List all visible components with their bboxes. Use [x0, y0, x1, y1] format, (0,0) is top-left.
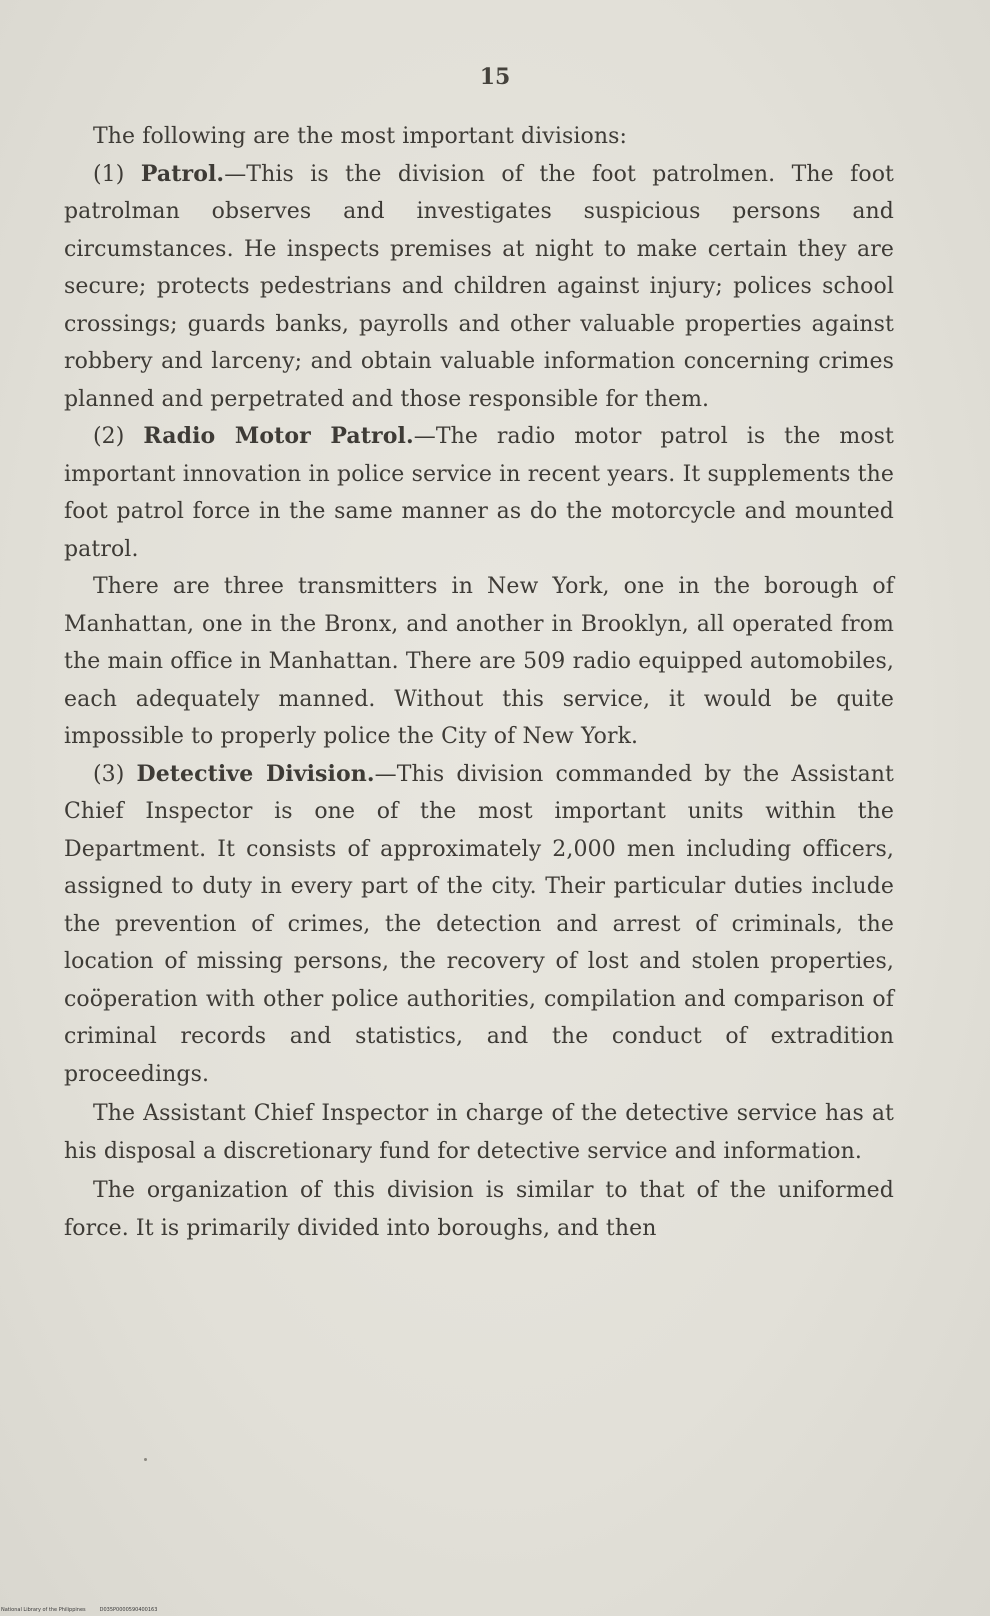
section-number: (2)	[93, 424, 144, 449]
body-text	[64, 118, 894, 1247]
section-number: (1)	[93, 161, 141, 187]
section-text: —This division commanded by the Assistant Chief Inspector is one of the most important units within the Department. It consists of approximately 2,000 men including officers, assigned to duty in every part of the city. Their particular duties include the prevention of crimes, the detection and arrest of criminals, the location of missing persons, the recovery of lost and stolen properties, coöperation with other police authorities, compilation and comparison of criminal records and statistics, and the conduct of extradition proceedings.	[64, 761, 894, 1087]
paragraph-discretionary-fund: The Assistant Chief Inspector in charge of the detective service has at his disposal a discretionary fund for detective service and information.	[64, 1101, 894, 1164]
section-text: —This is the division of the foot patrolmen. The foot patrolman observes and investigates suspicious persons and circumstances. He inspects premises at night to make certain they are secure; protects pedestrians and children against injury; polices school crossings; guards banks, payrolls and other valuable properties against robbery and larceny; and obtain valuable information concerning crimes planned and perpetrated and those responsible for them.	[64, 161, 894, 412]
section-radio-motor-patrol	[64, 418, 894, 568]
section-number: (3)	[93, 761, 137, 787]
scan-footer-stamp	[1, 1607, 171, 1613]
page-number: 15	[479, 64, 511, 90]
intro-paragraph: The following are the most important divisions:	[93, 124, 627, 149]
footer-library: National Library of the Philippines	[1, 1607, 86, 1613]
section-text: —The radio motor patrol is the most important innovation in police service in recent years. It supplements the foot patrol force in the same manner as do the motorcycle and mounted patrol.	[64, 424, 894, 562]
section-heading: Detective Division.	[136, 760, 375, 787]
paragraph-transmitters: There are three transmitters in New York, one in the borough of Manhattan, one in the Bronx, and another in Brooklyn, all operated from the main office in Manhattan. There are 509 radio equipped automobiles, each adequately manned. Without this service, it would be quite impossible to properly police the City of New York.	[64, 574, 894, 749]
scan-speck	[144, 1458, 147, 1461]
footer-code: D035P0000590400163	[99, 1607, 158, 1613]
section-detective-division	[64, 756, 894, 1094]
section-patrol	[64, 156, 894, 419]
section-heading: Patrol.	[140, 160, 225, 187]
paragraph-organization: The organization of this division is similar to that of the uniformed force. It is primarily divided into boroughs, and then	[64, 1178, 894, 1241]
section-heading: Radio Motor Patrol.	[143, 423, 414, 449]
